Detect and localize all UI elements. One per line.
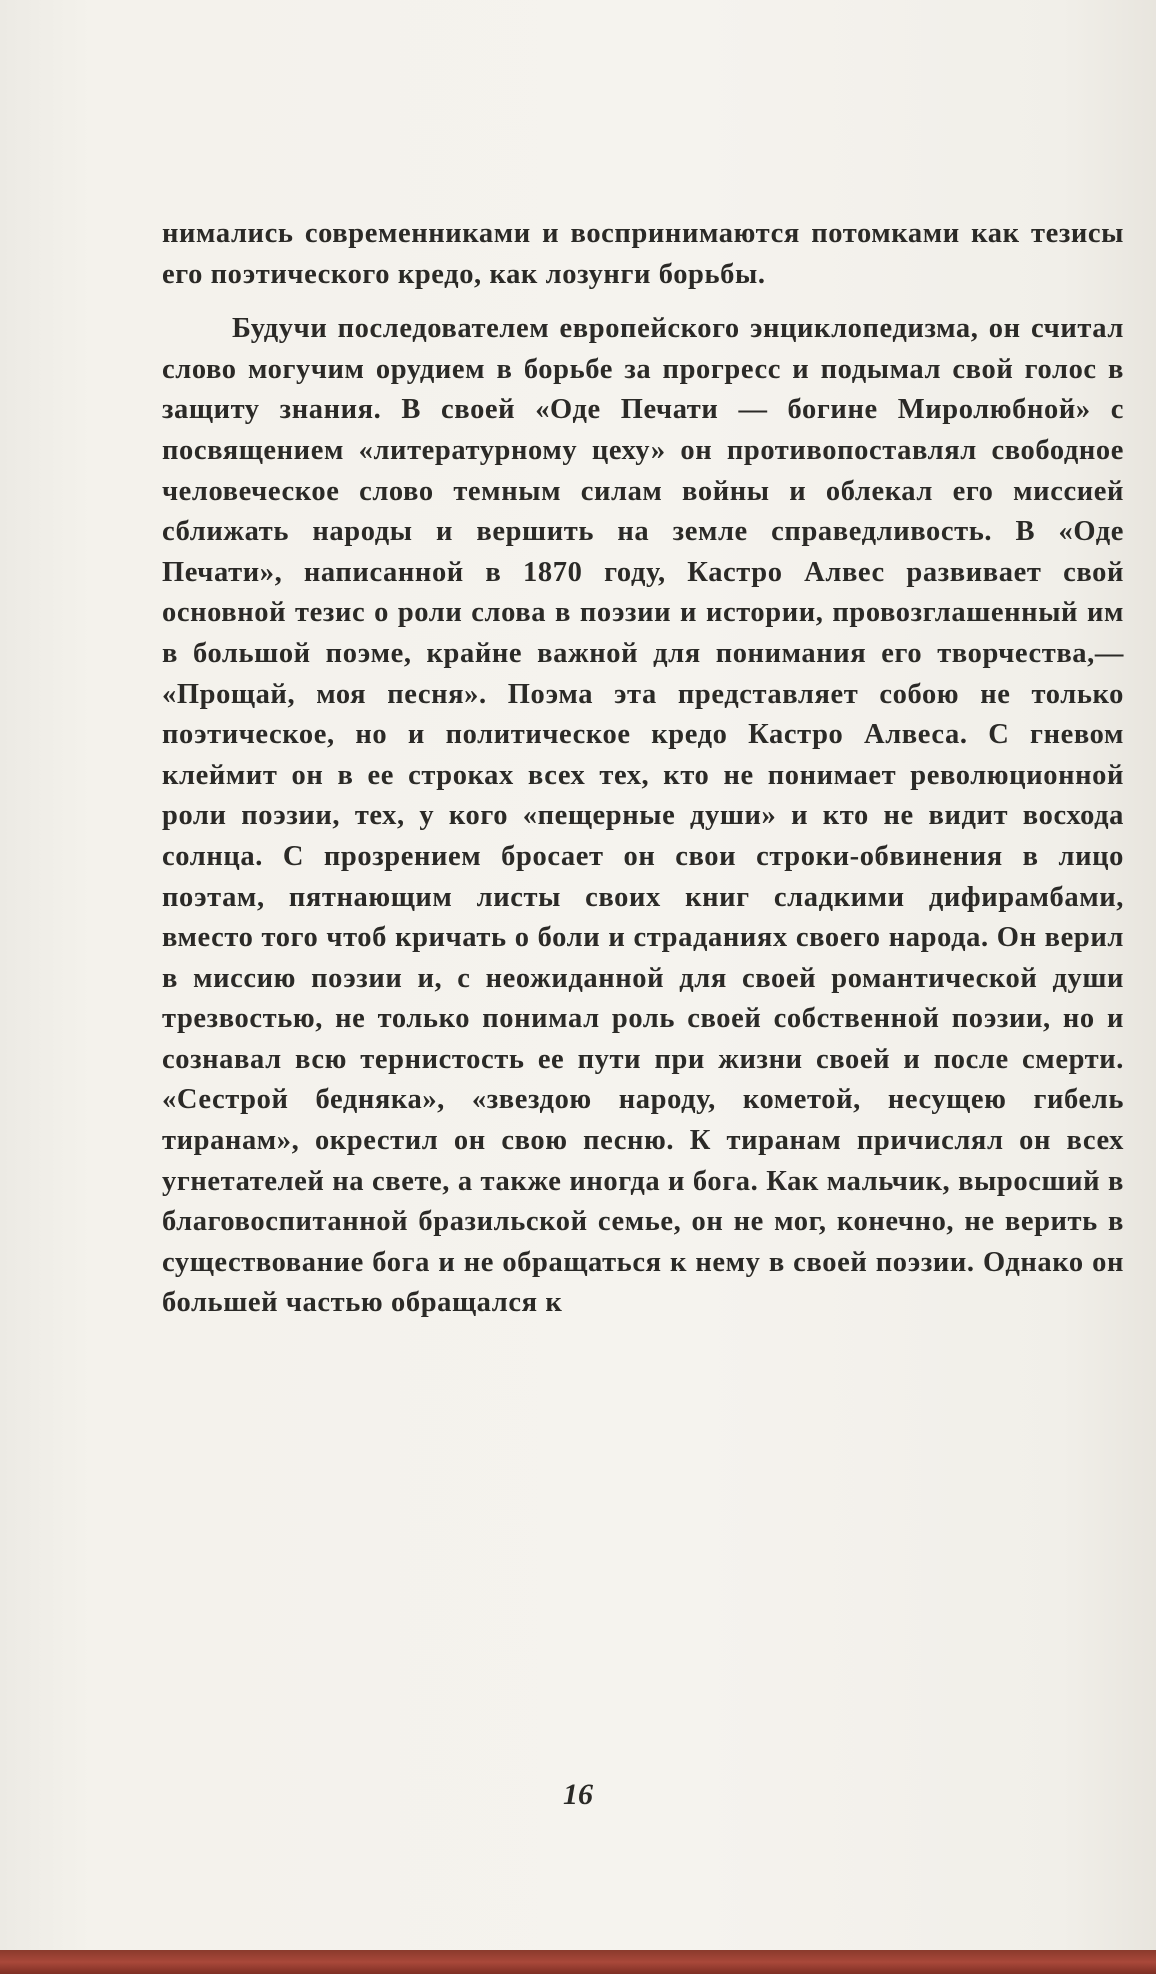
paragraph-main: Будучи последователем европейского энциклопедизма, он считал слово могучим орудием в борьбе за прогресс и подымал свой голос в защиту знания. В своей «Оде Печати — богине Миролюбной» с посвящением «литературному цеху» он противопоставлял свободное человеческое слово темным силам войны и облекал его миссией сближать народы и вершить на земле справедливость. В «Оде Печати», написанной в 1870 году, Кастро Алвес развивает свой основной тезис о роли слова в поэзии и истории, провозглашенный им в большой поэме, крайне важной для понимания его творчества,— «Прощай, моя песня». Поэма эта представляет собою не только поэтическое, но и политическое кредо Кастро Алвеса. С гневом клеймит он в ее строках всех тех, кто не понимает революционной роли поэзии, тех, у кого «пещерные души» и кто не видит восхода солнца. С прозрением бросает он свои строки-обвинения в лицо поэтам, пятнающим листы своих книг сладкими дифирамбами, вместо того чтоб кричать о боли и страданиях своего народа. Он верил в миссию поэзии и, с неожиданной для своей романтической души трезвостью, не только понимал роль своей собственной поэзии, но и сознавал всю тернистость ее пути при жизни своей и после смерти. «Сестрой бедняка», «звездою народу, кометой, несущею гибель тиранам», окрестил он свою песню. К тиранам причислял он всех угнетателей на свете, а также иногда и бога. Как мальчик, выросший в благовоспитанной бразильской семье, он не мог, конечно, не верить в существование бога и не обращаться к нему в своей поэзии. Однако он большей частью обращался к (162, 313, 1124, 1319)
body-text (162, 214, 1124, 1324)
paragraph-continuation: нимались современниками и воспринимаются потомками как тезисы его поэтического кредо, как лозунги борьбы. (162, 218, 1124, 290)
book-cover-edge (0, 1950, 1156, 1974)
page-number: 16 (563, 1778, 593, 1811)
